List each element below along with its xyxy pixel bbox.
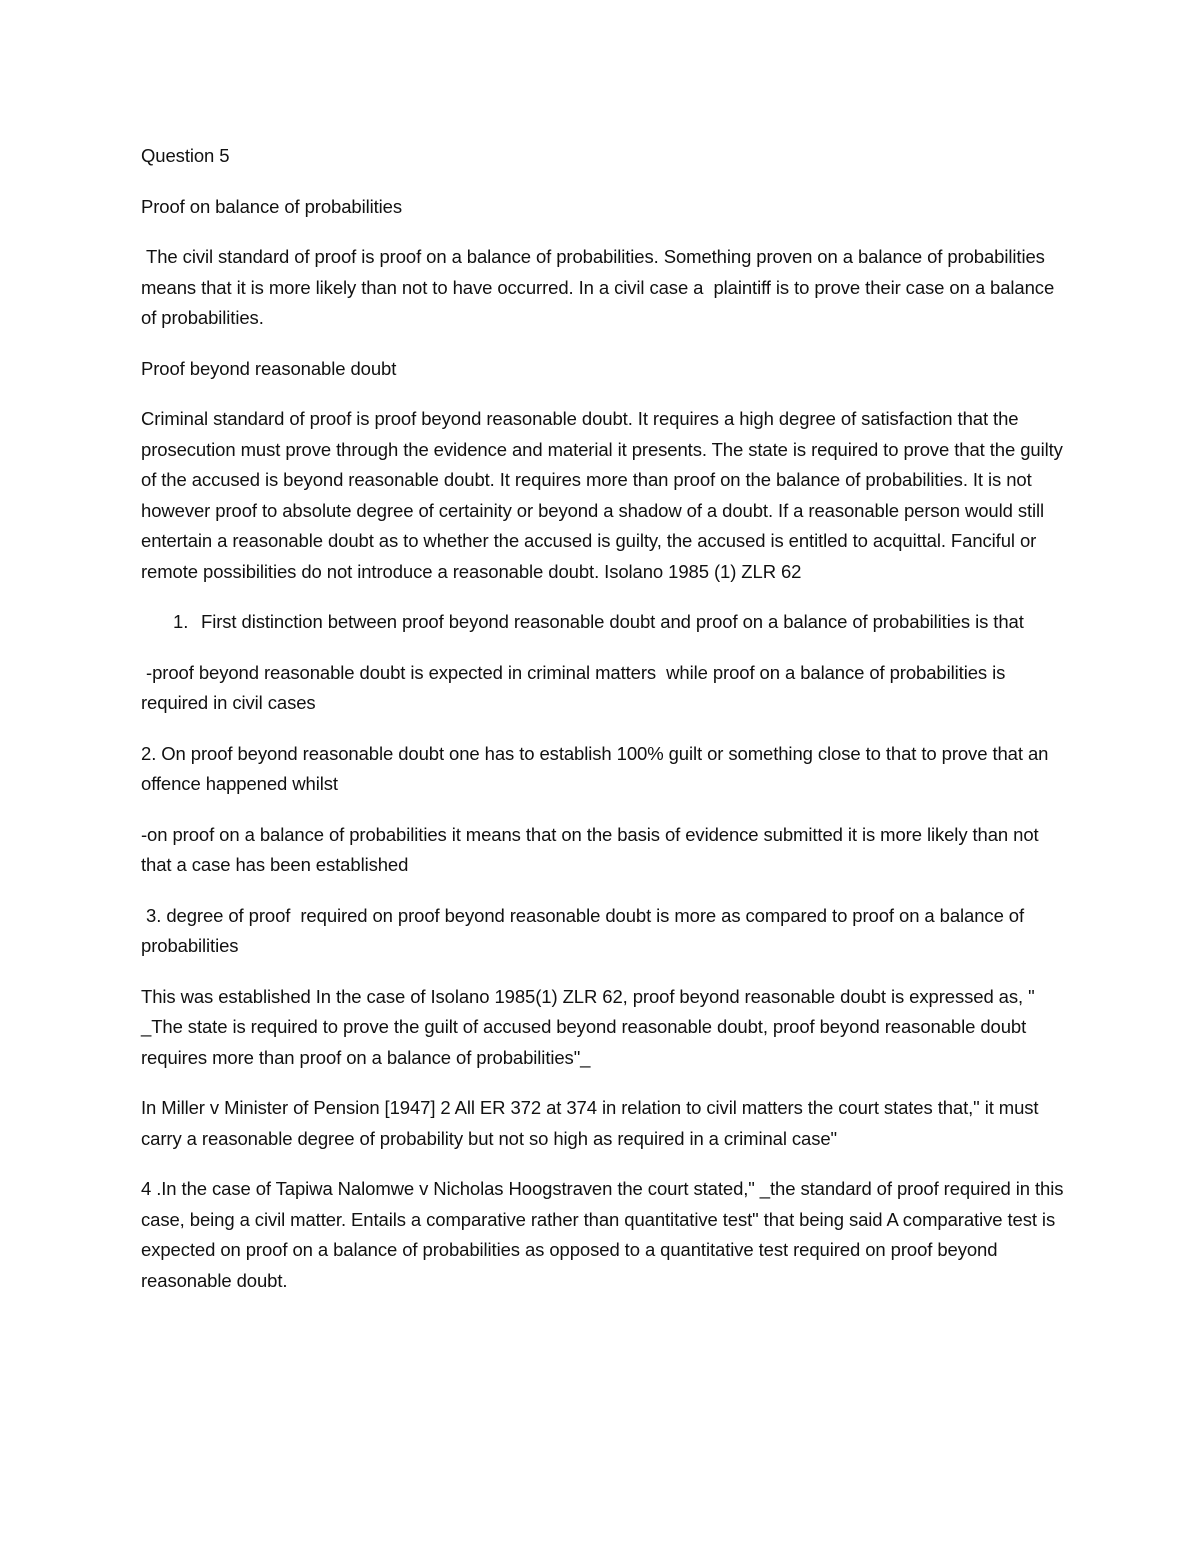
reasonable-paragraph: Criminal standard of proof is proof beyond reasonable doubt. It requires a high degree of satisfaction that the prosecution must prove through the evidence and material it presents. The state is required to prove that the guilty of the accused is beyond reasonable doubt. It requires more than proof on the balance of probabilities. It is not however proof to absolute degree of certainity or beyond a shadow of a doubt. If a reasonable person would still entertain a reasonable doubt as to whether the accused is guilty, the accused is entitled to acquittal. Fanciful or remote possibilities do not introduce a reasonable doubt. Isolano 1985 (1) ZLR 62 <box>141 408 1063 582</box>
list-number: 1. <box>173 611 189 632</box>
document-title: Question 5 <box>141 145 230 166</box>
paragraph-balance-basis: -on proof on a balance of probabilities it means that on the basis of evidence submitted it is more likely than not that a case has been established <box>141 823 1039 875</box>
paragraph-miller: In Miller v Minister of Pension [1947] 2 All ER 372 at 374 in relation to civil matters the court states that," it must carry a reasonable degree of probability but not so high as required in a criminal case" <box>141 1097 1039 1149</box>
paragraph-isolano: This was established In the case of Isolano 1985(1) ZLR 62, proof beyond reasonable doubt is expressed as, " _The state is required to prove the guilt of accused beyond reasonable doubt, proof beyond reasonable doubt requires more than proof on a balance of probabilities"_ <box>141 985 1035 1068</box>
paragraph-point-2: 2. On proof beyond reasonable doubt one has to establish 100% guilt or something close to that to prove that an offence happened whilst <box>141 742 1049 794</box>
document-page <box>141 141 1066 1316</box>
list-text: First distinction between proof beyond reasonable doubt and proof on a balance of probabilities is that <box>201 611 1024 632</box>
balance-paragraph: The civil standard of proof is proof on a balance of probabilities. Something proven on a balance of probabilities means that it is more likely than not to have occurred. In a civil case a plaintiff is to prove their case on a balance of probabilities. <box>141 246 1060 328</box>
reasonable-heading: Proof beyond reasonable doubt <box>141 357 397 379</box>
balance-heading: Proof on balance of probabilities <box>141 195 403 217</box>
paragraph-point-4: 4 .In the case of Tapiwa Nalomwe v Nicholas Hoogstraven the court stated," _the standard of proof required in this case, being a civil matter. Entails a comparative rather than quantitative test" that being said A comparative test is expected on proof on a balance of probabilities as opposed to a quantitative test required on proof beyond reasonable doubt. <box>141 1178 1064 1291</box>
paragraph-criminal-vs-civil: -proof beyond reasonable doubt is expected in criminal matters while proof on a balance of probabilities is required in civil cases <box>141 661 1011 713</box>
paragraph-point-3: 3. degree of proof required on proof beyond reasonable doubt is more as compared to proof on a balance of probabilities <box>141 904 1030 956</box>
list-item <box>141 607 1066 638</box>
